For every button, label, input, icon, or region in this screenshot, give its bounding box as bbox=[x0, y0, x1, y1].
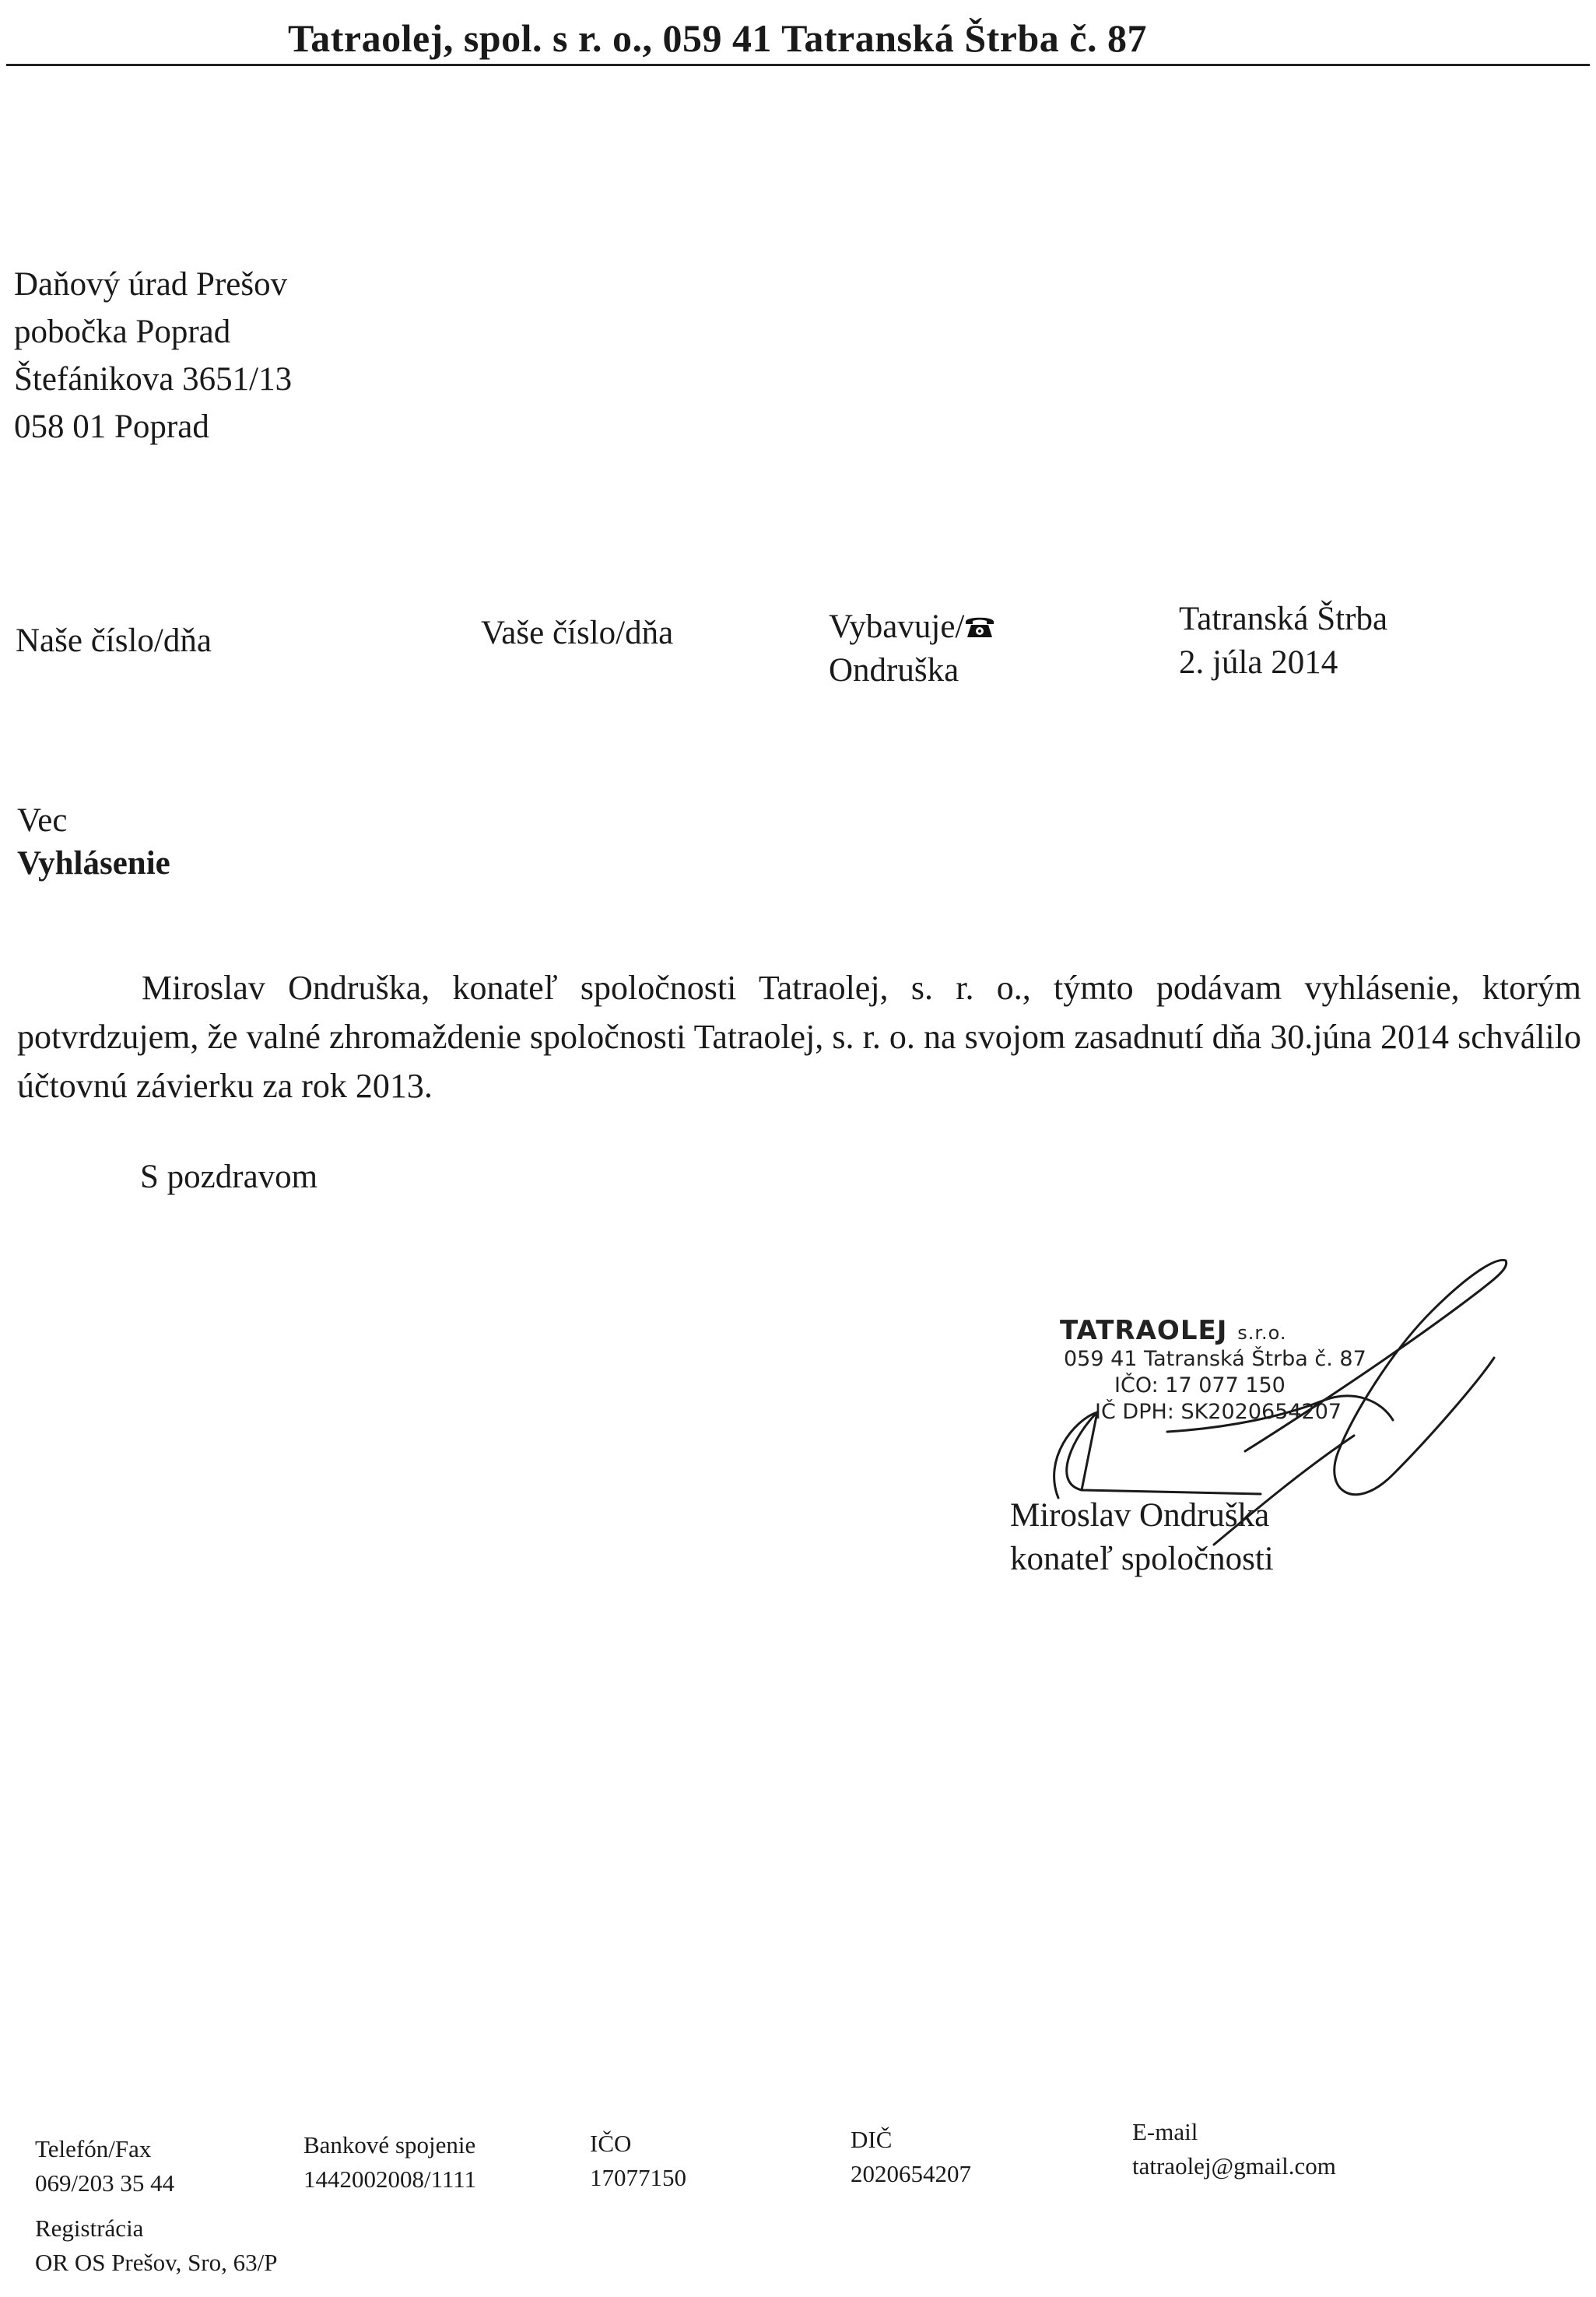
footer-bank bbox=[303, 2128, 476, 2197]
your-reference-label: Vaše číslo/dňa bbox=[481, 615, 674, 651]
recipient-line-office: Daňový úrad Prešov bbox=[14, 266, 288, 303]
footer-ico bbox=[590, 2127, 686, 2195]
handled-by-name: Ondruška bbox=[829, 652, 959, 689]
footer-phone-value: 069/203 35 44 bbox=[35, 2169, 175, 2197]
greeting: S pozdravom bbox=[140, 1159, 318, 1195]
footer-phone-label: Telefón/Fax bbox=[35, 2135, 152, 2162]
footer-dic-label: DIČ bbox=[851, 2126, 893, 2153]
signer-role: konateľ spoločnosti bbox=[1010, 1541, 1274, 1577]
stamp-company-name: TATRAOLEJ s.r.o. bbox=[1060, 1315, 1287, 1346]
recipient-line-branch: pobočka Poprad bbox=[14, 314, 231, 350]
footer-email bbox=[1132, 2115, 1336, 2183]
footer-registration-value: OR OS Prešov, Sro, 63/P bbox=[35, 2249, 278, 2276]
recipient-address bbox=[14, 261, 292, 451]
letterhead-title: Tatraolej, spol. s r. o., 059 41 Tatranská Štrba č. 87 bbox=[288, 16, 1147, 60]
place-name: Tatranská Štrba bbox=[1179, 601, 1388, 637]
footer-registration bbox=[35, 2211, 277, 2280]
letterhead-rule bbox=[6, 64, 1590, 66]
signer-block bbox=[1010, 1494, 1274, 1581]
recipient-line-street: Štefánikova 3651/13 bbox=[14, 361, 293, 398]
footer-email-label: E-mail bbox=[1132, 2118, 1198, 2145]
signer-name: Miroslav Ondruška bbox=[1010, 1497, 1270, 1534]
footer-bank-label: Bankové spojenie bbox=[303, 2131, 476, 2158]
footer-bank-value: 1442002008/1111 bbox=[303, 2165, 477, 2193]
footer-dic-value: 2020654207 bbox=[851, 2160, 971, 2187]
footer-email-value: tatraolej@gmail.com bbox=[1132, 2152, 1336, 2180]
handled-by-block bbox=[829, 605, 995, 693]
stamp-vat-id: IČ DPH: SK2020654207 bbox=[1095, 1400, 1342, 1424]
recipient-line-city: 058 01 Poprad bbox=[14, 409, 209, 445]
letter-body bbox=[17, 963, 1581, 1110]
telephone-icon bbox=[964, 607, 995, 632]
footer-phone bbox=[35, 2132, 174, 2201]
footer-dic bbox=[851, 2123, 971, 2191]
footer-registration-label: Registrácia bbox=[35, 2215, 144, 2242]
place-date-block bbox=[1179, 598, 1387, 685]
stamp-address: 059 41 Tatranská Štrba č. 87 bbox=[1064, 1347, 1366, 1371]
footer-ico-value: 17077150 bbox=[590, 2164, 686, 2191]
subject-label: Vec bbox=[17, 802, 68, 839]
stamp-ico: IČO: 17 077 150 bbox=[1114, 1373, 1286, 1397]
footer-ico-label: IČO bbox=[590, 2130, 632, 2157]
subject-title: Vyhlásenie bbox=[17, 845, 170, 882]
body-paragraph: Miroslav Ondruška, konateľ spoločnosti Tatraolej, s. r. o., týmto podávam vyhlásenie, ktorým potvrdzujem, že valné zhromaždenie spoločnosti Tatraolej, s. r. o. na svojom zasadnutí dňa 30.júna 2014 schválilo účtovnú závierku za rok 2013. bbox=[17, 969, 1581, 1105]
letter-date: 2. júla 2014 bbox=[1179, 644, 1338, 681]
our-reference-label: Naše číslo/dňa bbox=[16, 622, 212, 659]
handled-by-label: Vybavuje/ bbox=[829, 608, 965, 645]
